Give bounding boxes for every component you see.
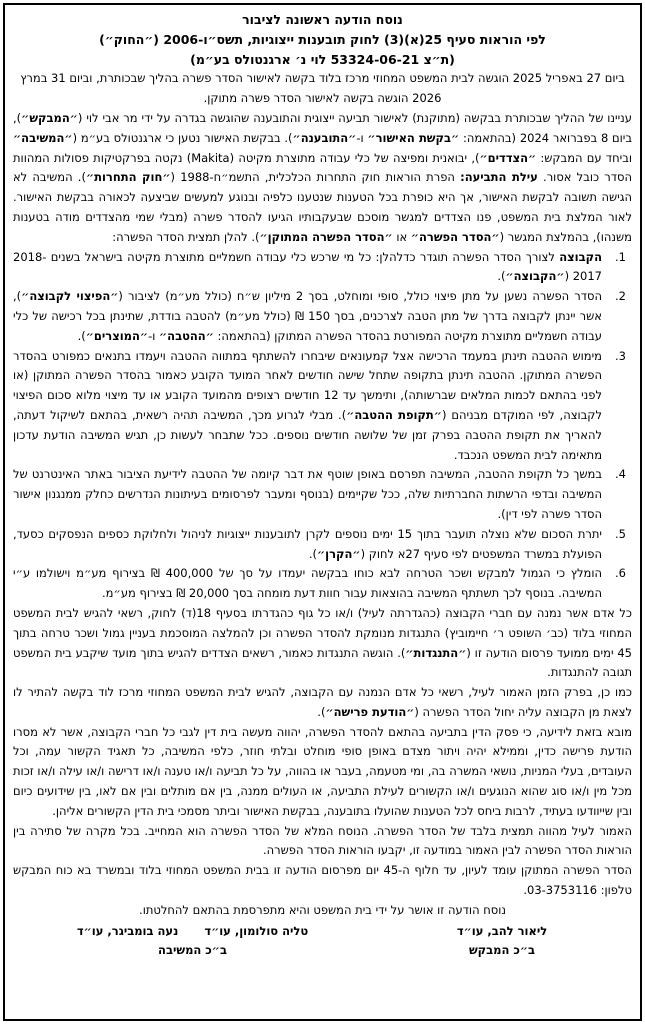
numbered-item (13, 525, 632, 565)
item-number: 1. (615, 249, 626, 264)
defined-term-bold: ״הסדר הפשרה״ (410, 229, 500, 244)
respondent-counsel-name-1: טליה סולומון, עו״ד (204, 923, 309, 938)
item-number: 6. (615, 566, 626, 581)
body-text: כמו כן, בפרק הזמן האמור לעיל, רשאי כל אדם הנמנה עם הקבוצה, להגיש לבית המשפט המחוזי מרכז לוד בקשה להתיר לו לצאת מן הקבוצה עליה יחול הסדר הפשרה ( (13, 685, 632, 719)
paragraph (13, 861, 632, 901)
signature-applicant (372, 922, 632, 962)
respondent-counsel-names (13, 922, 372, 942)
body-text: הומלץ כי הגמול למבקש ושכר הטרחה לבא כוחו בבקשה יעמדו על סך של 400,000 ₪ בצירוף מע״מ וישולמו ע״י המשיבה. בנוסף לכך תשתתף המשיבה בהוצאות עבור חוות דעת מומחה בסך 20,000 ₪ בצירוף מע״מ. (13, 566, 602, 601)
body-text: ). הוגשה התנגדות כאמור, רשאים הצדדים להגיש בתוך מועד שיקבע בית המשפט תגובה להתנגדות. (13, 645, 632, 680)
defined-term-bold: ״ההטבה״ (159, 328, 214, 343)
defined-term-bold: הקבוצה (559, 249, 602, 264)
numbered-item (13, 465, 632, 524)
paragraph (13, 604, 632, 683)
body-text: ). (77, 328, 86, 343)
body-text: עניינו של ההליך שבכותרת בבקשה (מתוקנת) לאישור תביעה ייצוגית והתובענה שהוגשה בגדרה על ידי מר אבי לוי ( (77, 110, 632, 125)
body-text: ). (317, 704, 326, 719)
body-text: במשך כל תקופת ההטבה, המשיבה תפרסם באופן שוטף את דבר קיומה של ההטבה לידיעת הציבור באתר האינטרנט של המשיבה ובדפי הרשתות החברתיות שלה, ככל שקיימים (בנוסף ומעבר לפרסומים בעיתונות הנדרשים כחלק ממנגנון אישור הסדר פשרה לפי דין). (13, 467, 602, 521)
body-text: או (392, 229, 411, 244)
body-text: מובא בזאת לידיעה, כי פסק הדין בתביעה בהתאם להסדר הפשרה, יהווה מעשה בית דין לגבי כל חברי הקבוצה, אשר לא מסרו הודעת פרישה כדין, וממילא יהיה ויתור מצדם באופן סופי מוחלט ובלתי חוזר, כלפי המשיבה, כל תאגיד הקשור עמה, וכל העובדים, בעלי המניות, נושאי המשרה בה, ומי מטעמה, בעבר או בהווה, על כל תביעה ו/או טענה ו/או דרישה ו/או עילה ו/או זכות מכל מין ו/או סוג שהוא הנוגעים ו/או הקשורים לעילת התביעה, או העולים ממנה, בין אם מותלים ובין אם לאו, בין שידועים כיום ובין שייוודעו בעתיד, לרבות ביחס לכל הטענות שהועלו בתובענה, בבקשת האישור וביתר מסמכי בית הדין הקשורים אליהן. (13, 724, 632, 818)
body-text: ו- (148, 328, 160, 343)
numbered-item (13, 347, 632, 466)
defined-term-bold: ״הקבוצה״ (505, 269, 565, 284)
item-text (13, 564, 602, 604)
body-text: לצורך הסדר הפשרה תוגדר כדלהלן: כל מי שרכש כלי עבודה חשמליים מתוצרת מקיטה בישראל בשנים 2018-2017 ( (13, 249, 602, 284)
body-text: ). להלן תמצית הסדר הפשרה: (112, 229, 260, 244)
item-text (13, 465, 602, 524)
body-text: יתרת הסכום שלא נוצלה תועבר בתוך 15 ימים נוספים לקרן לתובענות ייצוגיות לניהול ולחלוקת כספים הנפסקים כסעד, הפועלת במשרד המשפטים לפי סעיף 27א לחוק ( (13, 526, 602, 561)
item-text (13, 287, 602, 346)
defined-term-bold: ״המבקש״ (21, 110, 78, 125)
body-text: ), יבואנית ומפיצה של כלי עבודה מתוצרת מקיטה (Makita) נקטה בפרקטיקות פסולות המהוות הסדר כובל אסור. (13, 150, 632, 185)
body-text: ), ביום 8 בפברואר 2024 (בהתאמה: (13, 110, 633, 145)
body-text: ). (308, 546, 317, 561)
defined-term-bold: ״חוק התחרות״ (85, 170, 171, 185)
notice-title-line-1: נוסח הודעה ראשונה לציבור (242, 12, 403, 27)
defined-term-bold: ״המוצרים״ (85, 328, 149, 343)
item-text (13, 248, 602, 288)
defined-term-bold: ״תקופת ההטבה״ (346, 407, 442, 422)
notice-case-number-line: (ת״צ 53324-06-21 לוי נ׳ ארגנטולס בע״מ) (190, 51, 455, 67)
item-text (13, 525, 602, 565)
body-text: וביחד עם המבקש: (536, 150, 632, 165)
item-number: 4. (615, 467, 626, 482)
body-text: ). מבלי לגרוע מכך, המשיבה תהיה רשאית, בהתאם לשיקול דעתה, להאריך את תקופת ההטבה בפרק זמן של שלושה חודשים נוספים. ככל שתבחר לעשות כן, תגיש המשיבה הודעת עדכון מתאימה לבית המשפט הנכבד. (13, 407, 602, 462)
body-text: מימוש ההטבה תינתן במעמד הרכישה אצל קמעונאים שיבחרו להשתתף במתווה ההטבה ויעמדו בתנאים כמפורט בהסדר הפשרה המתוקן. ההטבה תינתן בתקופה שתחל שישה חודשים לאחר המועד הקובע כאמור בהסדר הפשרה המתוקן (או לפני בהתאם לכמות המלאים שברשותה), ותימשך עד 12 חודשים רצופים מהמועד הקובע או עד מיצוי מלוא סכום הפיצוי לקבוצה, לפי המוקדם מבניהם ( (13, 348, 603, 422)
item-number: 2. (615, 289, 626, 304)
defined-term-bold: ״הצדדים״ (479, 150, 537, 165)
body-text: הפרת הוראות חוק התחרות הכלכלית, התשמ״ח-1988 ( (170, 170, 461, 185)
body-text: ו- (356, 130, 368, 145)
paragraph (13, 723, 632, 822)
respondent-counsel-role: ב״כ המשיבה (158, 943, 227, 958)
body-text: ). בבקשת האישור נטען כי ארגנטולס בע״מ ( (72, 130, 293, 145)
body-text: כל אדם אשר נמנה עם חברי הקבוצה (כהגדרתה לעיל) ו/או כל גוף כהגדרתו בסעיף 18(ד) לחוק, רשאי להגיש לבית המשפט המחוזי בלוד (כב׳ השופט ר׳ חיימוביץ) התנגדות מנומקת להסדר הפשרה וכן להמלצה המוסכמת בעניין גמול ושכר טרחה בתוך 45 ימים ממועד פרסום הודעה זו ( (13, 605, 633, 660)
intro-paragraph (13, 69, 632, 109)
defined-term-bold: עילת התביעה: (460, 170, 538, 185)
item-number: 3. (615, 348, 626, 363)
body-text: הסדר הפשרה המתוקן עומד לעיון, עד חלוף ה-45 יום מפרסום הודעה זו בבית המשפט המחוזי בלוד ובמשרד בא כוח המבקש טלפון: 03-3753116. (13, 863, 632, 898)
applicant-counsel-role: ב״כ המבקש (468, 943, 536, 958)
signature-respondent (13, 922, 372, 962)
defined-term-bold: ״הסדר הפשרה המתוקן״ (259, 229, 393, 244)
defined-term-bold: ״הקרן״ (316, 546, 361, 561)
item-number: 5. (615, 526, 626, 541)
defined-term-bold: ״התובענה״ (292, 130, 357, 145)
paragraph (13, 109, 632, 248)
signature-block (13, 922, 632, 962)
item-text (13, 347, 602, 466)
defined-term-bold: ״הודעת פרישה״ (325, 704, 415, 719)
paragraph (13, 683, 632, 723)
defined-term-bold: ״בקשת האישור״ (367, 130, 460, 145)
body-text: ). המשיבה לא הגישה תשובה לבקשת האישור, אך היא כופרת בכל הטענות שנטענו כלפיה ובנוגע למעשים שביצעה לכאורה בבקשת האישור. לאור המלצת בית המשפט, פנו הצדדים למגשר מוסכם שבעקבותיו הגיעו להסדר פשרה (מבלי שמי מהצדדים מודה בטענות משנהו), בהמלצת המגשר ( (13, 170, 632, 244)
numbered-item (13, 287, 632, 346)
notice-border-frame (3, 3, 642, 1021)
notice-title-line-2: לפי הוראות סעיף 25(א)(3) לחוק תובענות ייצוגיות, תשס״ו-2006 (״החוק״) (99, 31, 546, 47)
applicant-counsel-name: ליאור להב, עו״ד (456, 923, 548, 938)
body-text: ביום 27 באפריל 2025 הוגשה לבית המשפט המחוזי מרכז בלוד בקשה לאישור הסדר פשרה בהליך שבכותרת, וביום 31 במרץ 2026 הוגשה בקשה לאישור הסדר פשרה מתוקן. (20, 71, 625, 106)
notice-body (13, 69, 632, 900)
body-text: ), אשר יינתן לקבוצה בדרך של מתן הטבה לצרכנים, בסך 150 ₪ (כולל מע״מ) להטבה בודדת, שתינתן בכל רכישה של כלי עבודה חשמליים מתוצרת מקיטה המפורטת בהסדר הפשרה המתוקן (בהתאמה: (13, 289, 602, 343)
defined-term-bold: ״המשיבה״ (13, 130, 73, 145)
defined-term-bold: ״התנגדות״ (405, 645, 467, 660)
approval-line: נוסח הודעה זו אושר על ידי בית המשפט והיא מתפרסמת בהתאם להחלטתו. (139, 902, 506, 917)
numbered-item (13, 564, 632, 604)
body-text: האמור לעיל מהווה תמצית בלבד של הסדר הפשרה. הנוסח המלא של הסדר הפשרה הוא המחייב. בכל מקרה של סתירה בין הוראות הסדר הפשרה לבין האמור במודעה זו, יקבעו הוראות הסדר הפשרה. (13, 823, 632, 858)
body-text: הסדר הפשרה נשען על מתן פיצוי כולל, סופי ומוחלט, בסך 2 מיליון ש״ח (כולל מע״מ) לציבור ( (118, 289, 602, 304)
defined-term-bold: ״הפיצוי לקבוצה״ (21, 289, 119, 304)
respondent-counsel-name-2: נעה בומביגר, עו״ד (76, 923, 179, 938)
numbered-item (13, 248, 632, 288)
body-text: ). (497, 269, 506, 284)
paragraph (13, 822, 632, 862)
